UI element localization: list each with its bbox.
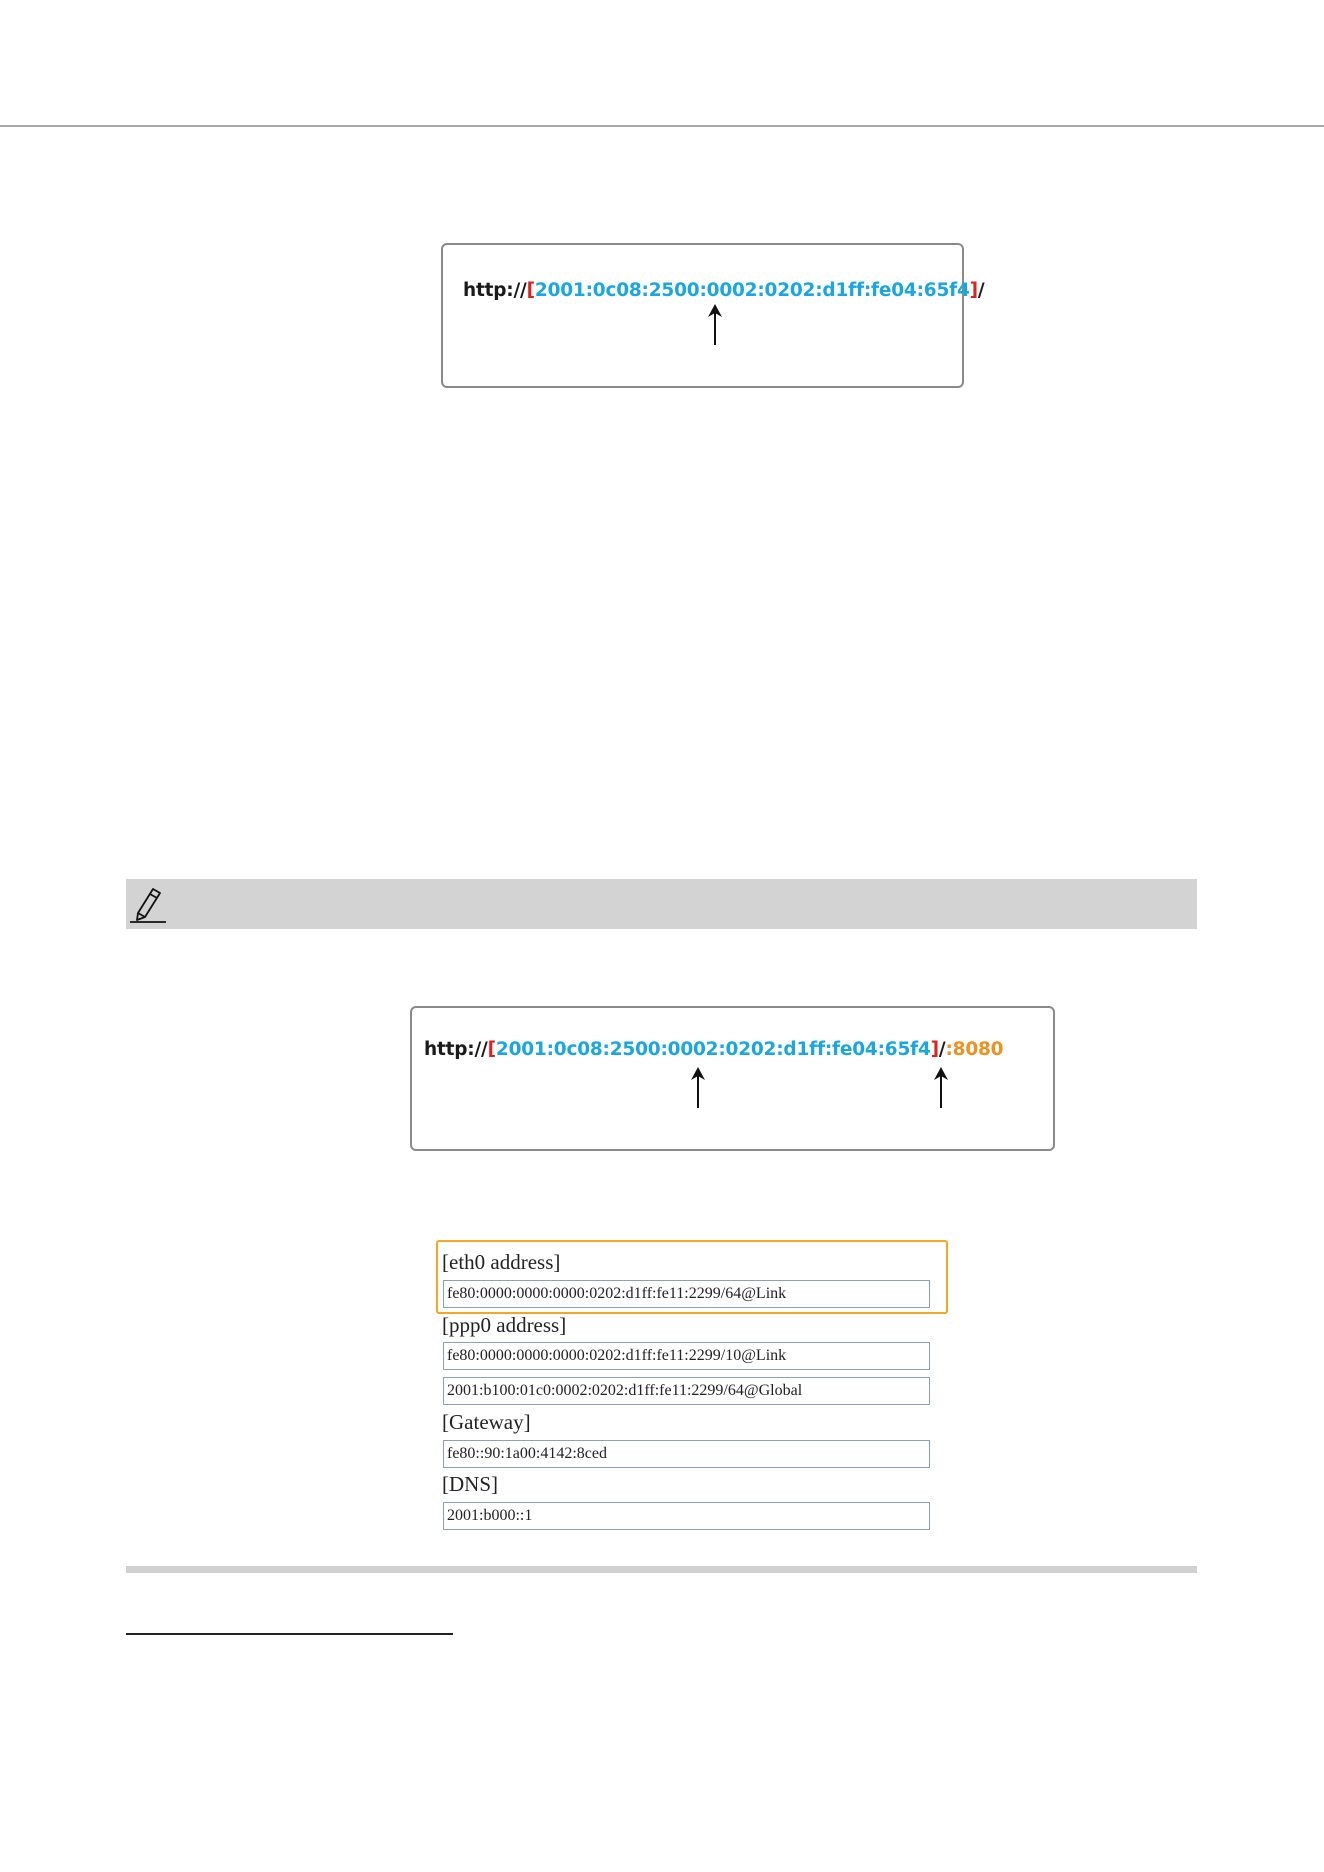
gateway-label: [Gateway]: [442, 1410, 531, 1434]
url-bracket-close: ]: [930, 1039, 939, 1060]
url-bracket-open: [: [526, 280, 535, 301]
pencil-icon: [126, 885, 170, 925]
ppp0-link-address-field: fe80:0000:0000:0000:0202:d1ff:fe11:2299/10@Link: [443, 1342, 930, 1370]
dns-label: [DNS]: [442, 1472, 498, 1496]
note-bar: [126, 879, 1197, 929]
url-port: :8080: [945, 1039, 1004, 1060]
eth0-label: [eth0 address]: [442, 1250, 561, 1274]
url-scheme: http://: [463, 280, 527, 301]
up-arrow-icon: [932, 1067, 950, 1109]
url-separator: /: [938, 1039, 946, 1060]
section-divider: [126, 1566, 1197, 1573]
header-rule: [0, 125, 1324, 127]
url-scheme: http://: [424, 1039, 488, 1060]
url-example-box: [441, 243, 985, 388]
eth0-address-field: fe80:0000:0000:0000:0202:d1ff:fe11:2299/64@Link: [443, 1280, 930, 1308]
url-bracket-close: ]: [969, 280, 978, 301]
ppp0-global-address-field: 2001:b100:01c0:0002:0202:d1ff:fe11:2299/64@Global: [443, 1377, 930, 1405]
url-ipv6-address: 2001:0c08:2500:0002:0202:d1ff:fe04:65f4: [534, 280, 970, 301]
gateway-field: fe80::90:1a00:4142:8ced: [443, 1440, 930, 1468]
url-ipv6-address: 2001:0c08:2500:0002:0202:d1ff:fe04:65f4: [495, 1039, 931, 1060]
url-port-example-box: [410, 1006, 1055, 1151]
ipv6-info-panel: [440, 1240, 940, 1530]
url-trailing-slash: /: [977, 280, 985, 301]
ppp0-label: [ppp0 address]: [442, 1313, 567, 1337]
url-bracket-open: [: [487, 1039, 496, 1060]
footnote-rule: [126, 1633, 453, 1635]
up-arrow-icon: [706, 304, 724, 346]
url-port-example-text: [424, 1039, 1003, 1060]
dns-field: 2001:b000::1: [443, 1502, 930, 1530]
url-example-text: [463, 280, 984, 301]
up-arrow-icon: [689, 1067, 707, 1109]
